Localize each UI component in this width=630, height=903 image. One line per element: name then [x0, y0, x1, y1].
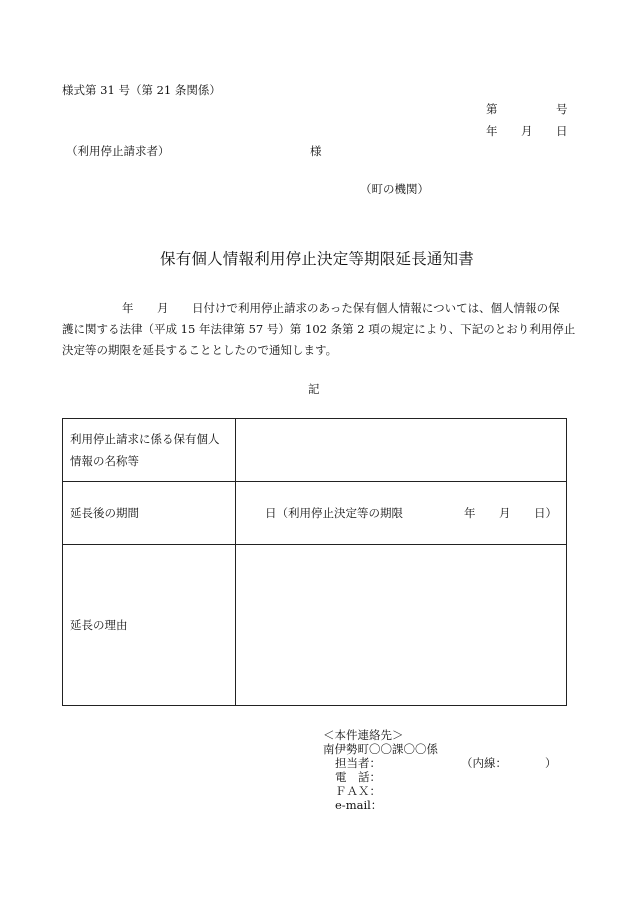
row-extension-period-value — [236, 482, 567, 545]
contact-person: 担当者： — [335, 756, 381, 770]
row-request-info-value — [236, 419, 567, 482]
row-reason-label: 延長の理由 — [63, 545, 236, 706]
recipient-honorific: 様 — [310, 144, 322, 158]
extension-day-close: 日） — [534, 506, 557, 520]
row-extension-period-label: 延長後の期間 — [63, 482, 236, 545]
contact-heading: ＜本件連絡先＞ — [323, 728, 404, 742]
contact-extension-close: ） — [545, 756, 557, 770]
ki-heading: 記 — [308, 382, 320, 396]
date-year: 年 — [486, 124, 498, 138]
form-number: 様式第 31 号（第 21 条関係） — [62, 83, 221, 97]
contact-department: 南伊勢町〇〇課〇〇係 — [323, 742, 438, 756]
doc-number-prefix: 第 — [486, 102, 498, 116]
extension-day: 日（利用停止決定等の期限 — [265, 506, 403, 520]
body-line-3: 決定等の期限を延長することとしたので通知します。 — [62, 343, 338, 357]
doc-number-suffix: 号 — [556, 102, 568, 116]
date-day: 日 — [556, 124, 568, 138]
contact-fax: ＦＡＸ： — [335, 784, 381, 798]
contact-phone: 電 話： — [335, 770, 381, 784]
extension-year: 年 — [464, 506, 476, 520]
issuer: （町の機関） — [360, 182, 429, 196]
row-request-info-label-b: 情報の名称等 — [70, 454, 139, 468]
contact-extension: （内線： — [461, 756, 507, 770]
document-title: 保有個人情報利用停止決定等期限延長通知書 — [160, 250, 475, 268]
body-line-2: 護に関する法律（平成 15 年法律第 57 号）第 102 条第 2 項の規定により、下記のとおり利用停止 — [62, 322, 576, 336]
date-month: 月 — [521, 124, 533, 138]
row-request-info-label — [63, 419, 236, 482]
extension-month: 月 — [499, 506, 511, 520]
body-date-month: 月 — [157, 301, 169, 315]
body-line-1: 日付けで利用停止請求のあった保有個人情報については、個人情報の保 — [192, 301, 560, 315]
extension-table — [62, 418, 567, 706]
body-date-year: 年 — [122, 301, 134, 315]
row-request-info-label-a: 利用停止請求に係る保有個人 — [70, 432, 220, 446]
contact-email: e-mail： — [335, 798, 383, 812]
row-reason-value — [236, 545, 567, 706]
recipient-label: （利用停止請求者） — [66, 144, 170, 158]
